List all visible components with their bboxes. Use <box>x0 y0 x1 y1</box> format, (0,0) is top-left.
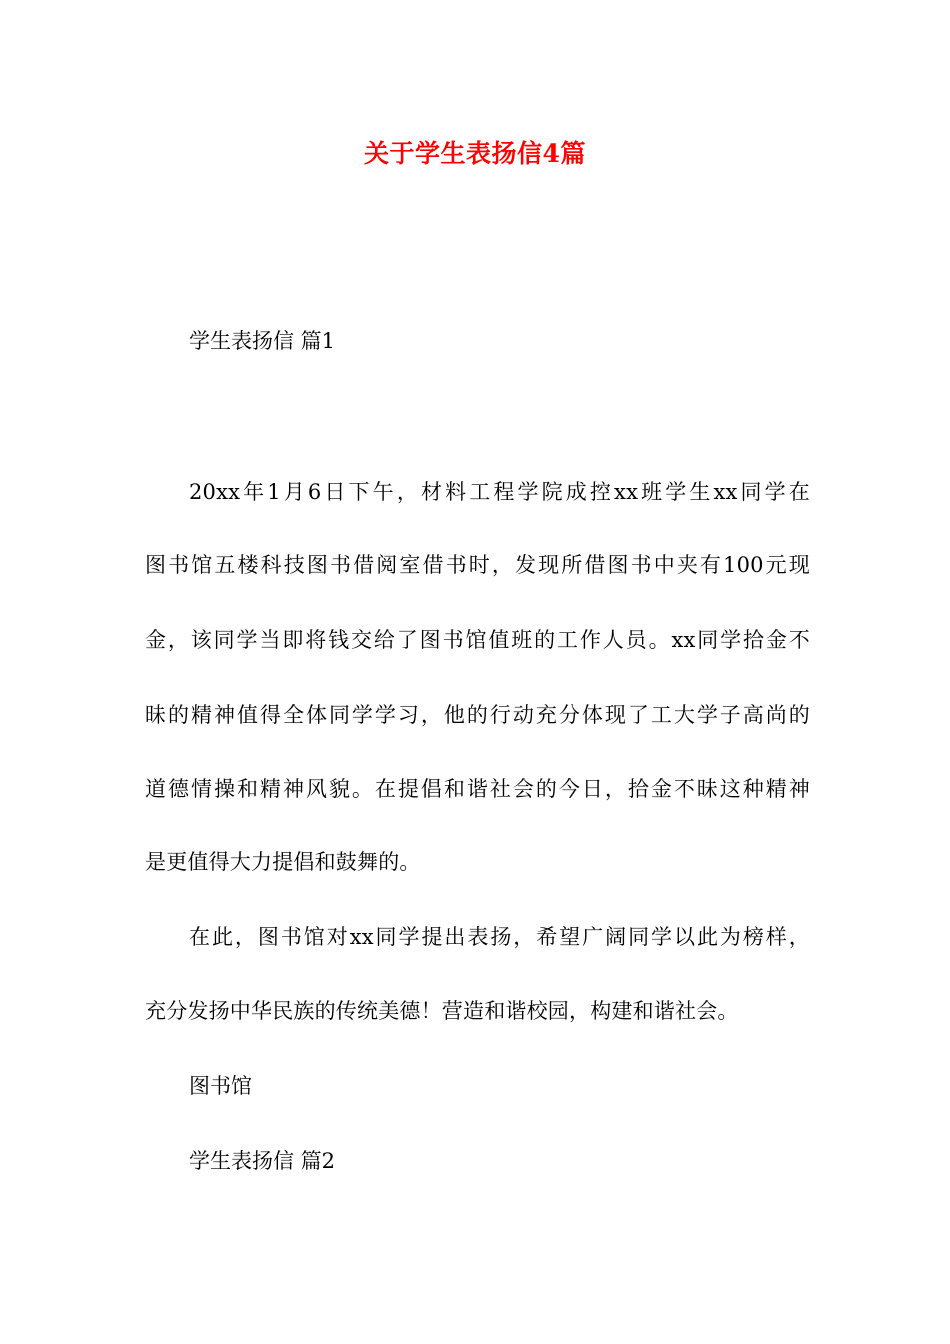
paragraph-1-line-1: 20xx年1月6日下午，材料工程学院成控xx班学生xx同学在 <box>189 480 810 504</box>
signature: 图书馆 <box>189 1074 252 1098</box>
paragraph-1-line-2: 图书馆五楼科技图书借阅室借书时，发现所借图书中夹有100元现 <box>145 553 810 577</box>
document-title: 关于学生表扬信4篇 <box>364 139 586 168</box>
section-heading-2: 学生表扬信 篇2 <box>189 1149 336 1173</box>
paragraph-2-line-2: 充分发扬中华民族的传统美德！营造和谐校园，构建和谐社会。 <box>145 999 739 1023</box>
paragraph-1-line-3: 金，该同学当即将钱交给了图书馆值班的工作人员。xx同学拾金不 <box>145 628 810 652</box>
paragraph-1-line-4: 昧的精神值得全体同学学习，他的行动充分体现了工大学子高尚的 <box>145 703 810 727</box>
paragraph-1-line-5: 道德情操和精神风貌。在提倡和谐社会的今日，拾金不昧这种精神 <box>145 777 810 801</box>
section-heading-1: 学生表扬信 篇1 <box>189 329 336 353</box>
paragraph-1-line-6: 是更值得大力提倡和鼓舞的。 <box>145 850 421 874</box>
paragraph-2-line-1: 在此，图书馆对xx同学提出表扬，希望广阔同学以此为榜样， <box>189 925 810 949</box>
